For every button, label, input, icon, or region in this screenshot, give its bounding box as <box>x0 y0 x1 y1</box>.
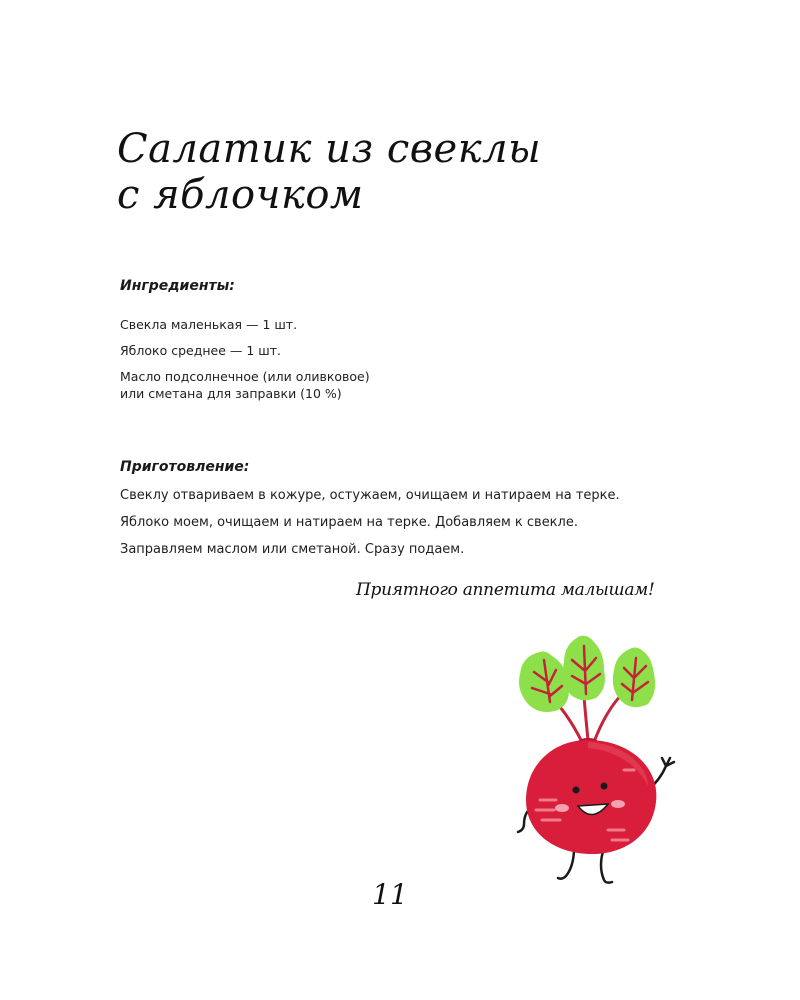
recipe-title-line-2: с яблочком <box>117 172 364 218</box>
ingredient-item: или сметана для заправки (10 %) <box>120 386 342 401</box>
ingredient-item: Яблоко среднее — 1 шт. <box>120 343 281 358</box>
preparation-step: Свеклу отвариваем в кожуре, остужаем, очищаем и натираем на терке. <box>120 488 620 503</box>
bon-appetit-wish: Приятного аппетита малышам! <box>356 580 655 600</box>
recipe-title <box>117 126 677 218</box>
beet-character-icon <box>500 630 700 890</box>
ingredient-item: Масло подсолнечное (или оливковое) <box>120 369 370 384</box>
preparation-step: Яблоко моем, очищаем и натираем на терке. Добавляем к свекле. <box>120 515 578 530</box>
ingredient-item: Свекла маленькая — 1 шт. <box>120 317 298 332</box>
preparation-step: Заправляем маслом или сметаной. Сразу подаем. <box>120 542 465 557</box>
recipe-title-line-1: Салатик из свеклы <box>117 126 542 172</box>
ingredients-heading: Ингредиенты: <box>120 278 235 294</box>
page-number: 11 <box>372 878 408 911</box>
preparation-heading: Приготовление: <box>120 459 250 475</box>
